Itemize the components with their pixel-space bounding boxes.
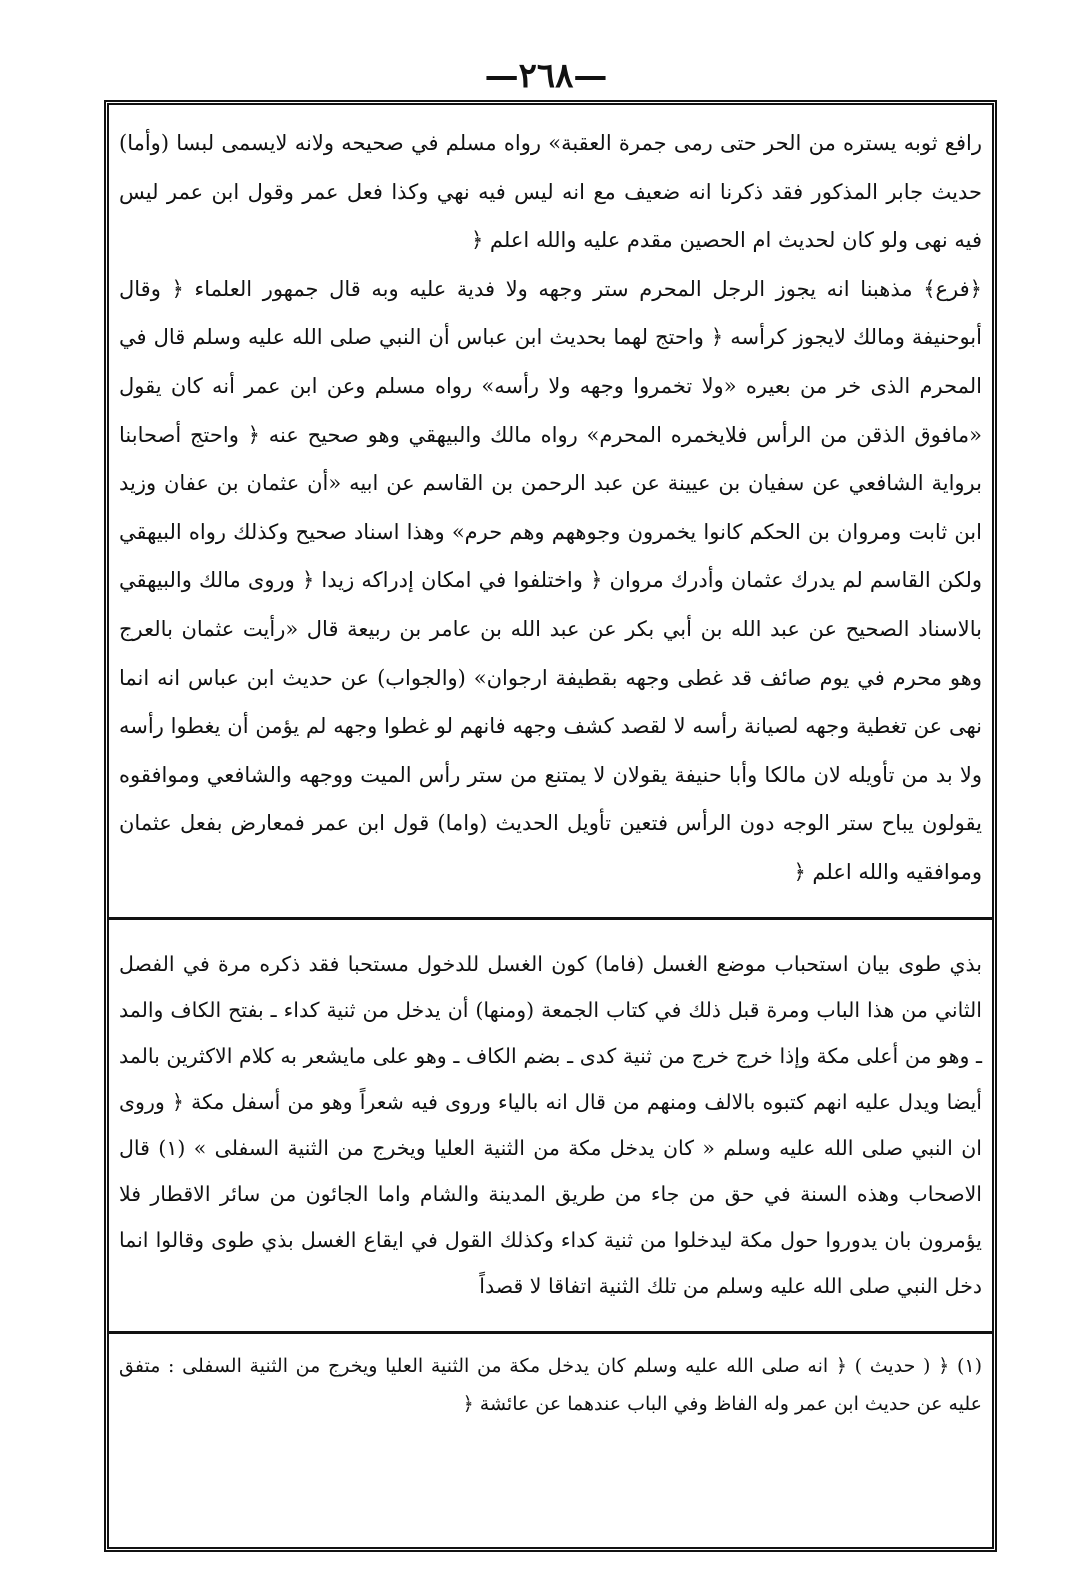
commentary-text [119, 941, 982, 1321]
section-divider [109, 917, 992, 920]
footnote-divider [109, 1331, 992, 1334]
footnote-paragraph [119, 1347, 982, 1423]
commentary-paragraph: بذي طوى بيان استحباب موضع الغسل (فاما) كون الغسل للدخول مستحبا فقد ذكره مرة في الفصل الثاني من هذا الباب ومرة قبل ذلك في كتاب الجمعة (ومنها) أن يدخل من ثنية كداء ـ بفتح الكاف والمد ـ وهو من أعلى مكة وإذا خرج خرج من ثنية كدى ـ بضم الكاف ـ وهو على مايشعر به كلام الاكثرين بالمد أيضا ويدل عليه انهم كتبوه بالالف ومنهم من قال انه بالياء وروى فيه شعراً وهو من أسفل مكة ﴿ وروى ان النبي صلى الله عليه وسلم « كان يدخل مكة من الثنية العليا ويخرج من الثنية السفلى » (١) قال الاصحاب وهذه السنة في حق من جاء من طريق المدينة والشام واما الجائون من سائر الاقطار فلا يؤمرون بان يدوروا حول مكة ليدخلوا من ثنية كداء وكذلك القول في ايقاع الغسل بذي طوى وقالوا انما دخل النبي صلى الله عليه وسلم من تلك الثنية اتفاقا لا قصداً [119, 952, 982, 1298]
footnote-marker: (١) [956, 1355, 982, 1377]
footnote [119, 1347, 982, 1537]
page-frame [104, 100, 997, 1552]
footnote-text: ﴿ ( حديث ) ﴿ انه صلى الله عليه وسلم كان يدخل مكة من الثنية العليا ويخرج من الثنية السفلى : متفق عليه عن حديث ابن عمر وله الفاظ وفي الباب عندهما عن عائشة ﴿ [119, 1355, 982, 1415]
main-text [119, 119, 982, 909]
page-number: —٢٦٨— [484, 56, 608, 96]
main-paragraph-2: ﴿فرع﴾ مذهبنا انه يجوز الرجل المحرم ستر وجهه ولا فدية عليه وبه قال جمهور العلماء ﴿ وقال أبوحنيفة ومالك لايجوز كرأسه ﴿ واحتج لهما بحديث ابن عباس أن النبي صلى الله عليه وسلم قال في المحرم الذى خر من بعيره «ولا تخمروا وجهه ولا رأسه» رواه مسلم وعن ابن عمر أنه كان يقول «مافوق الذقن من الرأس فلايخمره المحرم» رواه مالك والبيهقي وهو صحيح عنه ﴿ واحتج أصحابنا برواية الشافعي عن سفيان بن عيينة عن عبد الرحمن بن القاسم عن ابيه «أن عثمان بن عفان وزيد ابن ثابت ومروان بن الحكم كانوا يخمرون وجوههم وهم حرم» وهذا اسناد صحيح وكذلك رواه البيهقي ولكن القاسم لم يدرك عثمان وأدرك مروان ﴿ واختلفوا في امكان إدراكه زيدا ﴿ وروى مالك والبيهقي بالاسناد الصحيح عن عبد الله بن أبي بكر عن عبد الله بن عامر بن ربيعة قال «رأيت عثمان بالعرج وهو محرم في يوم صائف قد غطى وجهه بقطيفة ارجوان» (والجواب) عن حديث ابن عباس انه انما نهى عن تغطية وجهه لصيانة رأسه لا لقصد كشف وجهه فانهم لو غطوا وجهه لم يؤمن أن يغطوا رأسه ولا بد من تأويله لان مالكا وأبا حنيفة يقولان لا يمتنع من ستر رأس الميت ووجهه والشافعي وموافقوه يقولون يباح ستر الوجه دون الرأس فتعين تأويل الحديث (واما) قول ابن عمر فمعارض بفعل عثمان وموافقيه والله اعلم ﴿ [119, 276, 982, 884]
main-paragraph-1: رافع ثوبه يستره من الحر حتى رمى جمرة العقبة» رواه مسلم في صحيحه ولانه لايسمى لبسا (وأما) حديث جابر المذكور فقد ذكرنا انه ضعيف مع انه ليس فيه نهي وكذا فعل عمر وقول ابن عمر ليس فيه نهى ولو كان لحديث ام الحصين مقدم عليه والله اعلم ﴿ [119, 131, 982, 253]
